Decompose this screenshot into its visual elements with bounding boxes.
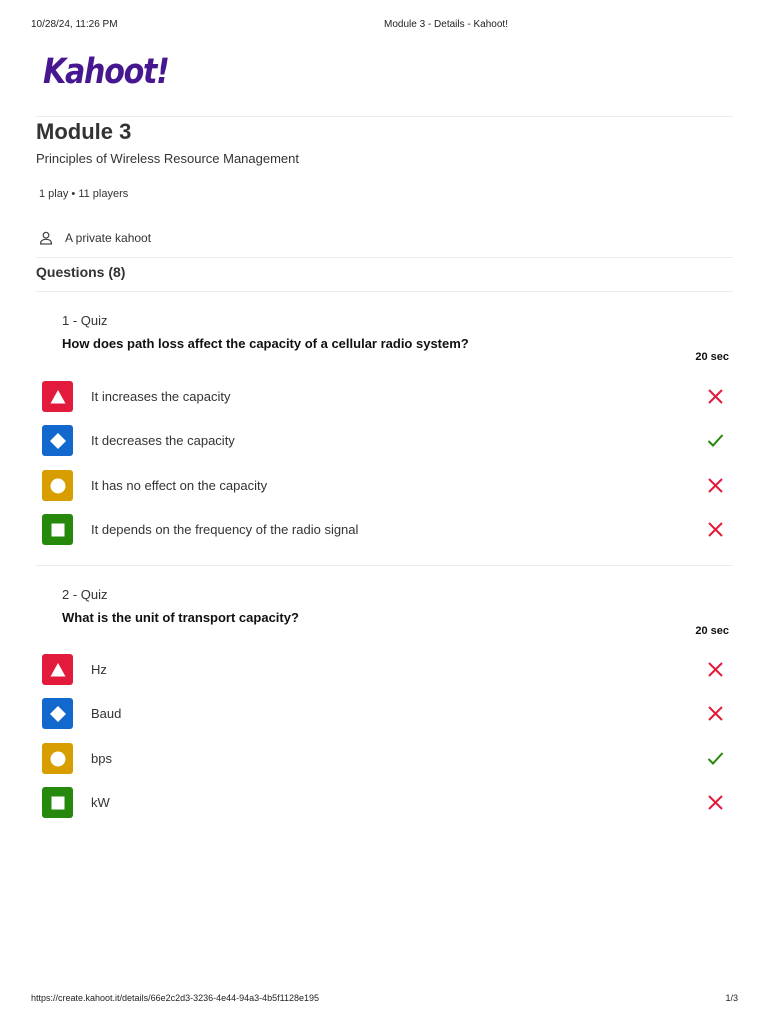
square-answer-icon [42, 514, 73, 545]
divider [36, 291, 733, 292]
answer-text: Hz [91, 662, 107, 677]
circle-answer-icon [42, 470, 73, 501]
page-title: Module 3 [36, 119, 132, 144]
kahoot-logo[interactable]: Kahoot! [43, 52, 169, 92]
kahoot-description: Principles of Wireless Resource Management [36, 151, 299, 166]
incorrect-icon [706, 387, 725, 406]
play-stats: 1 play • 11 players [39, 188, 129, 200]
answer-text: It increases the capacity [91, 389, 231, 404]
triangle-answer-icon [42, 381, 73, 412]
time-limit: 20 sec [695, 351, 729, 363]
incorrect-icon [706, 520, 725, 539]
question-label: 1 - Quiz [62, 313, 108, 328]
square-answer-icon [42, 787, 73, 818]
incorrect-icon [706, 660, 725, 679]
triangle-answer-icon [42, 654, 73, 685]
user-icon [39, 231, 53, 245]
answer-text: It has no effect on the capacity [91, 478, 268, 493]
correct-icon [706, 431, 725, 450]
incorrect-icon [706, 704, 725, 723]
answer-row [0, 381, 768, 413]
answer-row [0, 425, 768, 457]
question-label: 2 - Quiz [62, 587, 108, 602]
diamond-answer-icon [42, 698, 73, 729]
time-limit: 20 sec [695, 625, 729, 637]
visibility-info [39, 229, 151, 247]
print-url: https://create.kahoot.it/details/66e2c2d3-3236-4e44-94a3-4b5f1128e195 [31, 993, 320, 1003]
print-datetime: 10/28/24, 11:26 PM [31, 19, 118, 30]
divider [36, 257, 733, 258]
questions-heading: Questions (8) [36, 264, 126, 280]
answer-text: kW [91, 795, 110, 810]
incorrect-icon [706, 793, 725, 812]
answer-text: Baud [91, 706, 122, 721]
answer-row [0, 787, 768, 819]
divider [36, 116, 733, 117]
answer-text: bps [91, 751, 112, 766]
answer-row [0, 698, 768, 730]
answer-text: It decreases the capacity [91, 433, 235, 448]
answer-row [0, 654, 768, 686]
incorrect-icon [706, 476, 725, 495]
print-footer [0, 993, 768, 1007]
visibility-label: A private kahoot [65, 231, 152, 245]
print-header [0, 19, 768, 33]
divider [36, 565, 733, 566]
diamond-answer-icon [42, 425, 73, 456]
answer-row [0, 470, 768, 502]
question-text: How does path loss affect the capacity of a cellular radio system? [62, 336, 469, 351]
answer-row [0, 743, 768, 775]
answer-text: It depends on the frequency of the radio signal [91, 522, 359, 537]
circle-answer-icon [42, 743, 73, 774]
correct-icon [706, 749, 725, 768]
question-text: What is the unit of transport capacity? [62, 610, 299, 625]
page-number: 1/3 [725, 993, 738, 1003]
print-page-title: Module 3 - Details - Kahoot! [384, 19, 508, 30]
answer-row [0, 514, 768, 546]
